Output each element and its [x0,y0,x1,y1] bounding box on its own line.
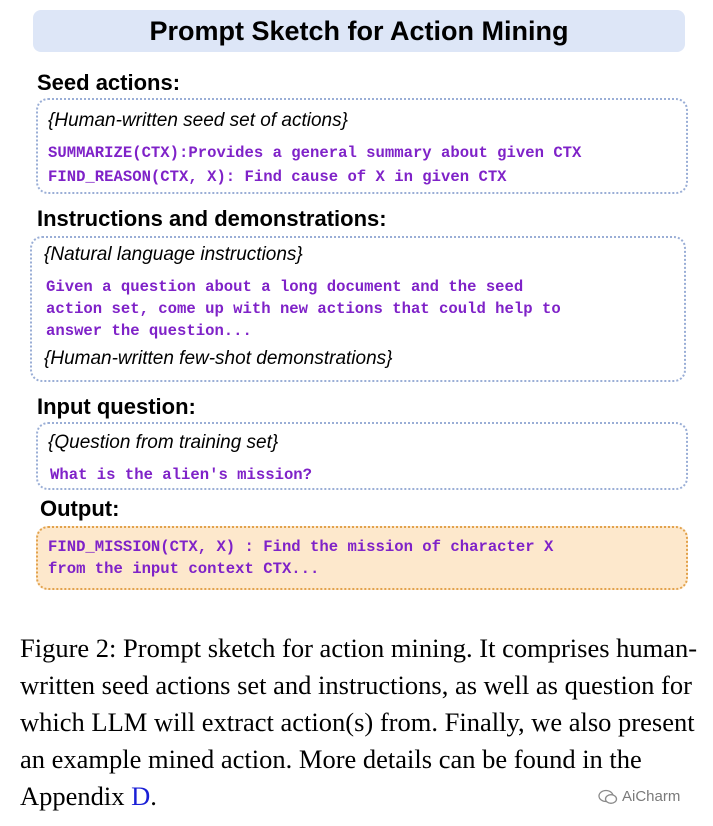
instruction-line: answer the question... [46,322,252,340]
demonstrations-placeholder: {Human-written few-shot demonstrations} [44,348,393,369]
input-question-heading: Input question: [37,394,196,419]
instructions-placeholder: {Natural language instructions} [44,244,303,265]
watermark [598,788,680,805]
figure-title-bar [33,10,685,52]
figure-title: Prompt Sketch for Action Mining [149,15,569,46]
caption-end: . [150,781,157,811]
output-line: FIND_MISSION(CTX, X) : Find the mission of character X [48,538,554,556]
seed-action-line: SUMMARIZE(CTX):Provides a general summary about given CTX [48,144,582,162]
appendix-link[interactable]: D [131,781,151,811]
seed-actions-placeholder: {Human-written seed set of actions} [48,110,348,131]
instruction-line: Given a question about a long document and the seed [46,278,524,296]
watermark-text: AiCharm [622,788,681,805]
instructions-heading: Instructions and demonstrations: [37,206,387,231]
question-placeholder: {Question from training set} [48,432,279,453]
instruction-line: action set, come up with new actions that could help to [46,300,561,318]
seed-actions-heading: Seed actions: [37,70,181,95]
seed-action-line: FIND_REASON(CTX, X): Find cause of X in given CTX [48,168,507,186]
output-line: from the input context CTX... [48,560,320,578]
caption-text: Figure 2: Prompt sketch for action mining. It comprises human-written seed actions set and instructions, as well as question for which LLM will extract action(s) from. Finally, we also present an example mined action. More details can be found in the Appendix [20,633,698,811]
output-heading: Output: [40,496,120,521]
question-line: What is the alien's mission? [50,466,313,484]
wechat-icon [598,789,618,805]
